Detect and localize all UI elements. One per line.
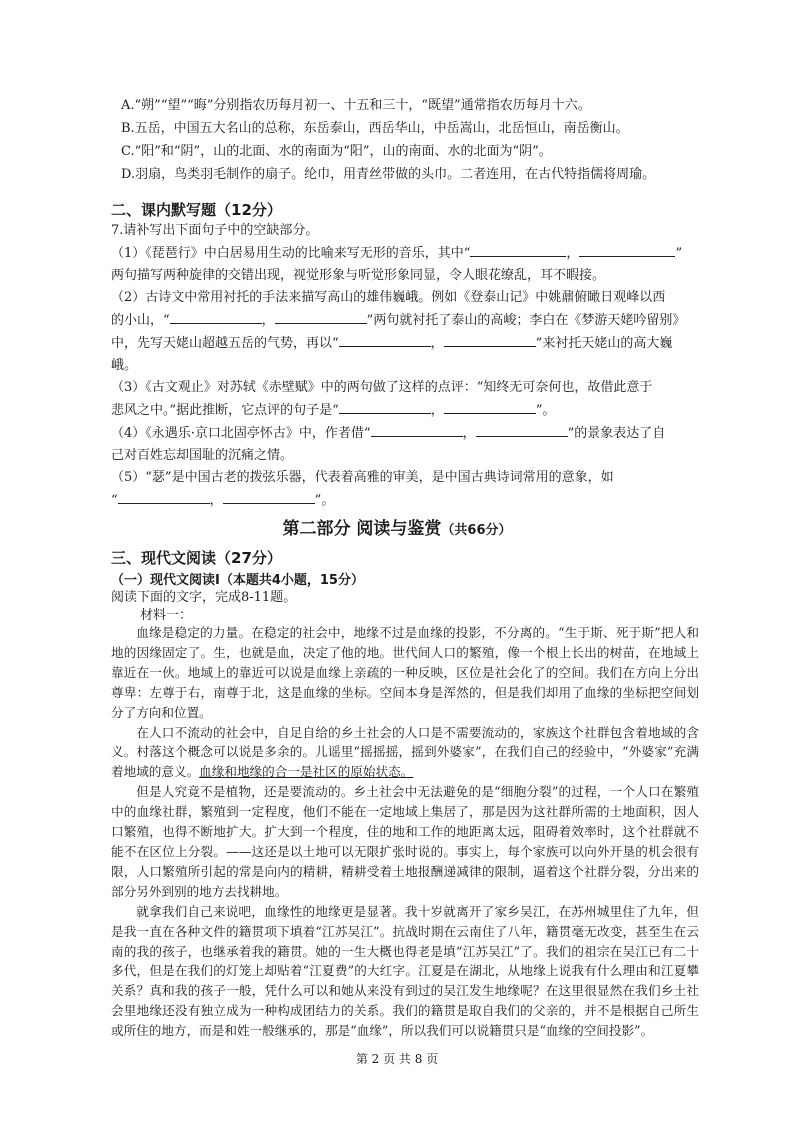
answer-blank[interactable] [470,242,566,257]
answer-blank[interactable] [444,332,536,347]
option-b: B.五岳，中国五大名山的总称，东岳泰山，西岳华山，中岳嵩山，北岳恒山，南岳衡山。 [121,121,629,136]
answer-blank[interactable] [118,489,210,504]
section-2-heading: 二、课内默写题（12分） [111,201,282,219]
question-7-4-cont: 己对百姓忘却国耻的沉痛之情。 [111,448,294,463]
answer-blank[interactable] [444,399,536,414]
question-7-2: （2）古诗文中常用衬托的手法来描写高山的雄伟巍峨。例如《登泰山记》中姚鼐俯瞰日观峰以西 [111,290,666,305]
question-7-prompt: 7.请补写出下面句子中的空缺部分。 [111,223,319,238]
part-2-score: （共66分） [441,523,512,538]
answer-blank[interactable] [476,422,568,437]
answer-blank[interactable] [275,309,367,324]
part-2-title: 第二部分 阅读与鉴赏（共66分） [282,519,512,539]
passage-paragraph: 血缘是稳定的力量。在稳定的社会中，地缘不过是血缘的投影，不分离的。“生于斯、死于斯”把人和地的因缘固定了。生，也就是血，决定了他的地。世代间人口的繁殖，像一个根上长出的树苗，在地域上靠近在一伙。地域上的靠近可以说是血缘上亲疏的一种反映，区位是社会化了的空间。我们在方向上分出尊卑：左尊于右，南尊于北，这是血缘的坐标。空间本身是浑然的，但是我们却用了血缘的坐标把空间划分了方向和位置。 [111,625,699,720]
answer-blank[interactable] [170,309,262,324]
question-7-2-cont: 的小山，“ ， ”两句就衬托了泰山的高峻；李白在《梦游天姥吟留别》 [111,309,701,332]
question-7-5: （5）“瑟”是中国古老的拨弦乐器，代表着高雅的审美，是中国古典诗词常用的意象，如 [111,470,614,485]
option-a: A.“朔”“望”“晦”分别指农历每月初一、十五和三十，“既望”通常指农历每月十六。 [121,98,591,113]
reading-passage [111,623,699,1041]
answer-blank[interactable] [339,399,431,414]
passage-paragraph: 但是人究竟不是植物，还是要流动的。乡土社会中无法避免的是“细胞分裂”的过程，一个人口在繁殖中的血缘社群，繁殖到一定程度，他们不能在一定地域上集居了，那是因为这社群所需的土地面积，因人口繁殖，也得不断地扩大。扩大到一个程度，住的地和工作的地距离太远，阻碍着效率时，这个社群就不能不在区位上分裂。——这还是以土地可以无限扩张时说的。事实上，每个家族可以向外开垦的机会很有限，人口繁殖所引起的常是向内的精耕，精耕受着土地报酬递减律的限制，逼着这个社群分裂，分出来的部分另外到别的地方去找耕地。 [111,784,699,899]
question-7-1: （1）《琵琶行》中白居易用生动的比喻来写无形的音乐，其中“ ， ” [111,242,701,265]
answer-blank[interactable] [339,332,431,347]
page-number: 第 2 页 共 8 页 [355,1052,439,1066]
passage-paragraph: 在人口不流动的社会中，自足自给的乡土社会的人口是不需要流动的，家族这个社群包含着地域的含义。村落这个概念可以说是多余的。儿谣里“摇摇摇，摇到外婆家”，在我们自己的经验中，“外婆家”充满着地域的意义。血缘和地缘的合一是社区的原始状态。 [111,724,699,780]
question-7-3: （3）《古文观止》对苏轼《赤壁赋》中的两句做了这样的点评：“知终无可奈何也，故借此意于 [111,380,653,395]
answer-blank[interactable] [579,242,675,257]
options-list [121,94,721,186]
question-7-5-cont: “ ， ”。 [111,489,701,512]
answer-blank[interactable] [371,422,463,437]
section-3-heading: 三、现代文阅读（27分） [111,549,282,567]
option-c: C.“阳”和“阴”，山的北面、水的南面为“阳”，山的南面、水的北面为“阴”。 [121,144,552,159]
passage-paragraph: 就拿我们自己来说吧，血缘性的地缘更是显著。我十岁就离开了家乡吴江，在苏州城里住了九年，但是我一直在各种文件的籍贯项下填着“江苏吴江”。抗战时期在云南住了八年，籍贯毫无改变，甚至生在云南的我的孩子，也继承着我的籍贯。她的一生大概也得老是填“江苏吴江”了。我们的祖宗在吴江已有二十多代，但是在我们的灯笼上却贴着“江夏费”的大红字。江夏是在湖北，从地缘上说我有什么理由和江夏攀关系？真和我的孩子一般，凭什么可以和她从来没有到过的吴江发生地缘呢？在这里很显然在我们乡土社会里地缘还没有独立成为一种构成团结力的关系。我们的籍贯是取自我们的父亲的，并不是根据自己所生或所住的地方，而是和姓一般继承的，那是“血缘”，所以我们可以说籍贯只是“血缘的空间投影”。 [111,903,699,1039]
question-7-2-cont: 中，先写天姥山超越五岳的气势，再以“ ， ”来衬托天姥山的高大巍 [111,332,701,355]
question-7-1-cont: 两句描写两种旋律的交错出现，视觉形象与听觉形象同显，令人眼花缭乱，耳不暇接。 [111,268,606,283]
question-7-2-end: 峨。 [111,358,138,373]
material-label: 材料一： [140,608,193,623]
reading-instruction: 阅读下面的文字，完成8-11题。 [111,590,297,605]
option-d: D.羽扇，鸟类羽毛制作的扇子。纶巾，用青丝带做的头巾。二者连用，在古代特指儒将周瑜。 [121,167,656,182]
question-7-3-cont: 悲风之中。”据此推断，它点评的句子是“ ， ”。 [111,399,701,422]
recitation-questions [111,220,701,512]
question-7-4: （4）《永遇乐·京口北固亭怀古》中，作者借“ ， ”的景象表达了自 [111,422,701,445]
answer-blank[interactable] [223,489,315,504]
subsection-1-heading: （一）现代文阅读Ⅰ（本题共4小题，15分） [111,573,364,588]
underlined-sentence: 血缘和地缘的合一是社区的原始状态。 [199,764,414,780]
